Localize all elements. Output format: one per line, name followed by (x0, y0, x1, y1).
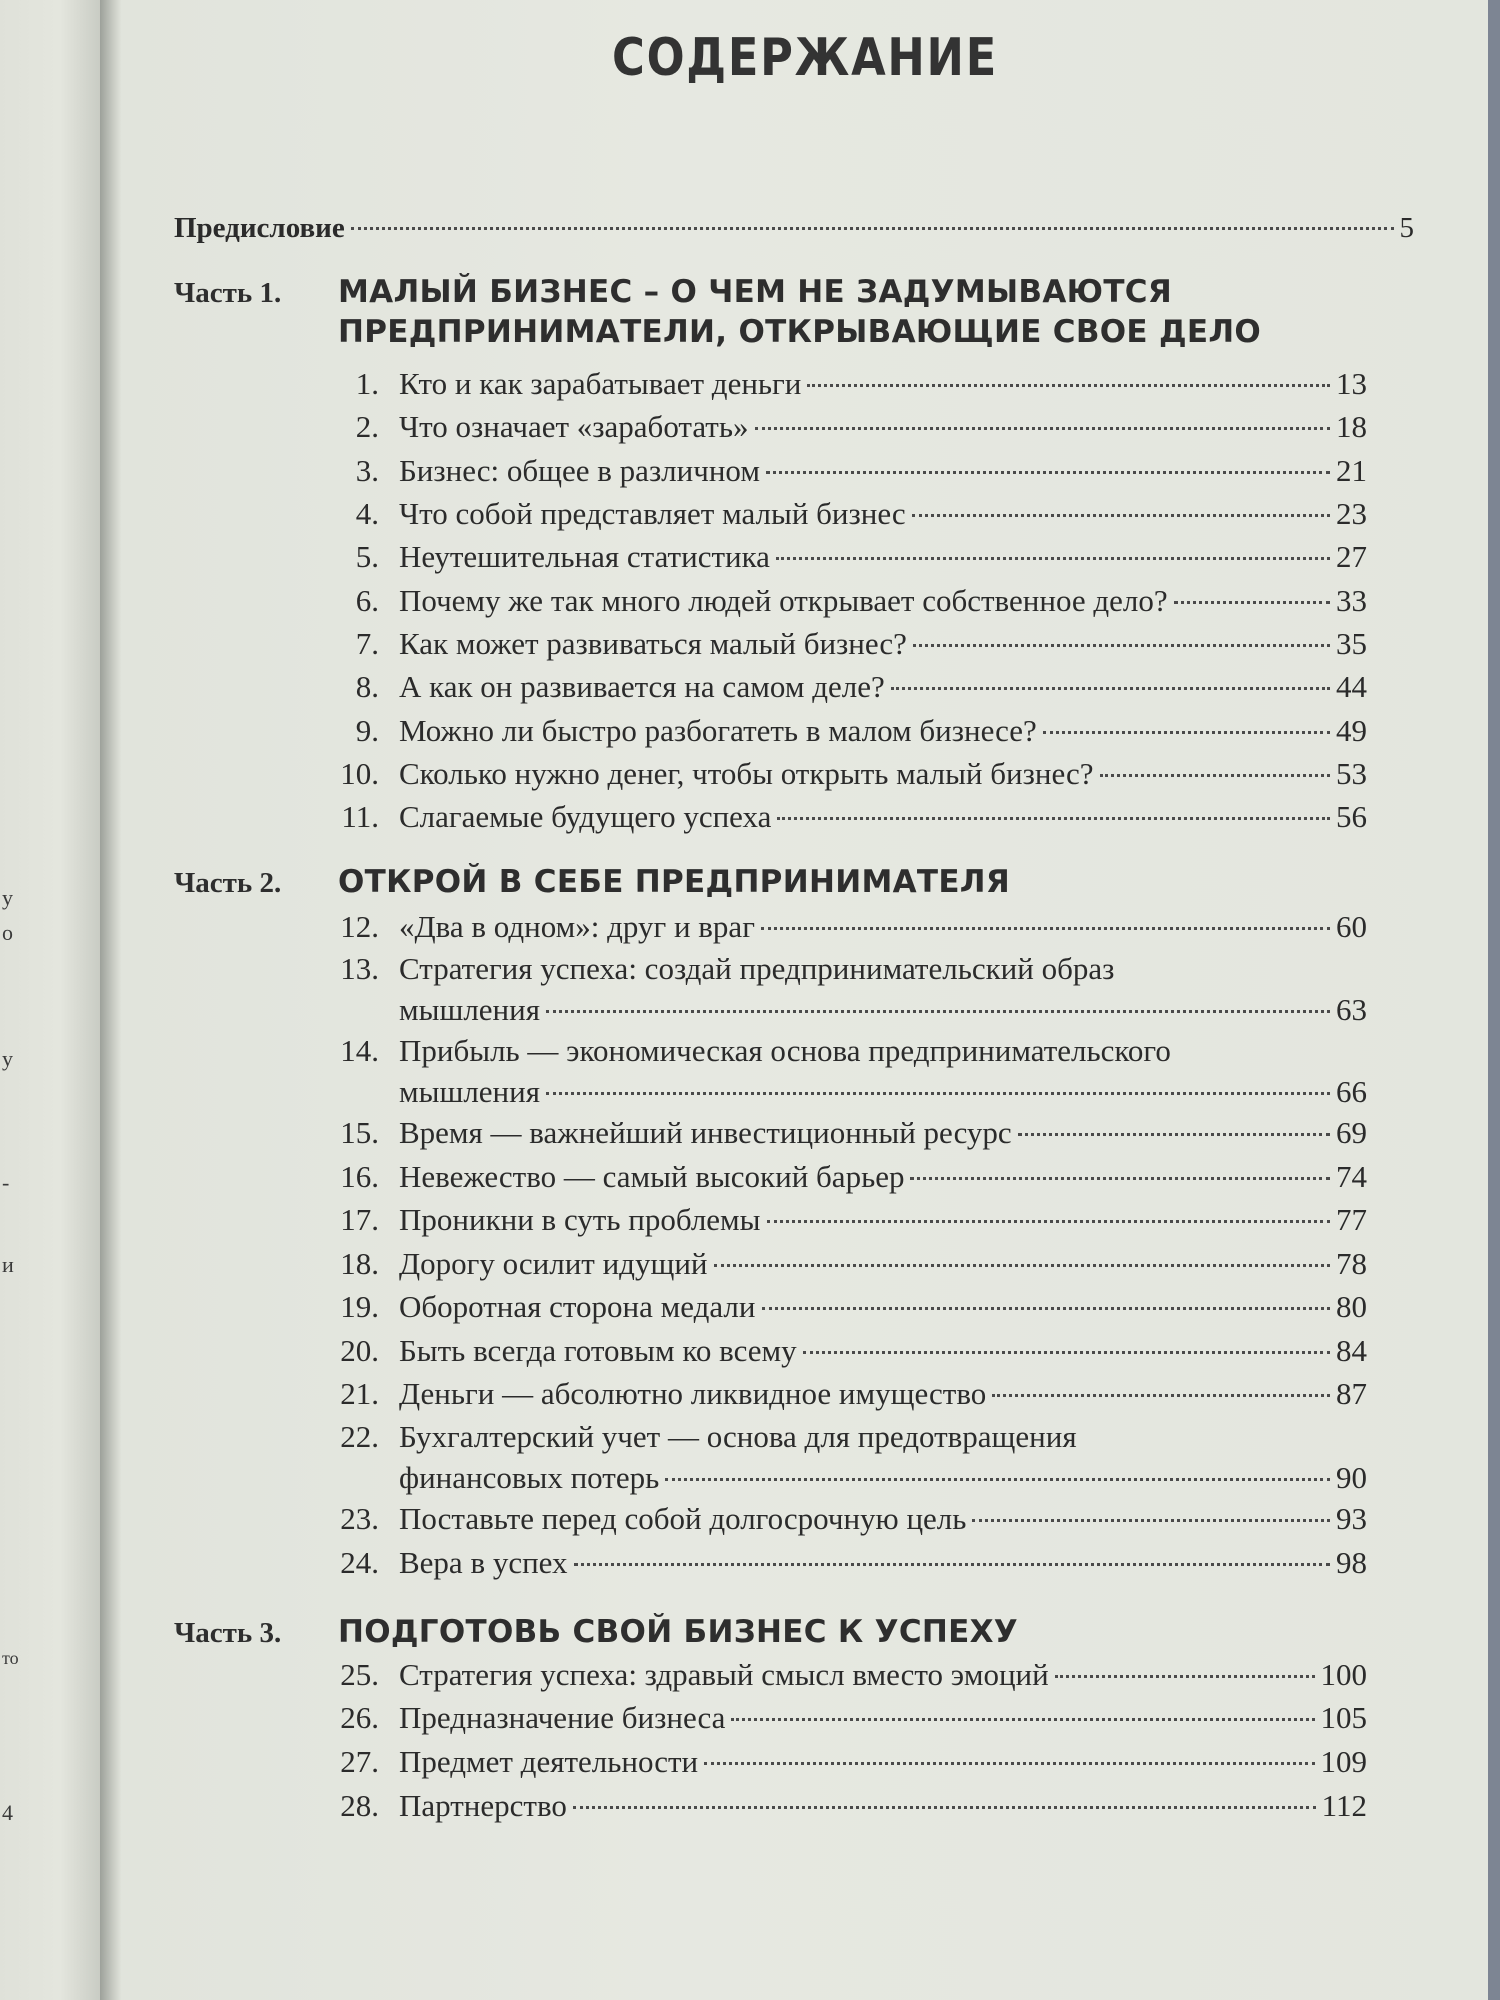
chapter-number: 11. (341, 799, 379, 834)
dot-leader (704, 1762, 1314, 1765)
toc-entry (327, 363, 1367, 404)
chapter-number: 16. (340, 1159, 379, 1194)
part-title-line: ОТКРОЙ В СЕБЕ ПРЕДПРИНИМАТЕЛЯ (338, 864, 1011, 900)
left-page-fragment: то (2, 1648, 19, 1668)
page-number: 78 (1336, 1246, 1367, 1281)
chapter-title: Можно ли быстро разбогатеть в малом бизнесе? (399, 713, 1037, 748)
dot-leader (913, 644, 1330, 647)
chapter-title: Бизнес: общее в различном (399, 453, 760, 488)
page-number: 69 (1336, 1115, 1367, 1150)
part-label: Часть 2. (174, 867, 282, 899)
page-number: 109 (1320, 1744, 1367, 1779)
chapter-title: Вера в успех (399, 1545, 568, 1580)
toc-entry (327, 450, 1367, 491)
part-title-line: ПРЕДПРИНИМАТЕЛИ, ОТКРЫВАЮЩИЕ СВОЕ ДЕЛО (338, 314, 1262, 350)
chapter-number: 2. (355, 409, 379, 444)
page-number: 77 (1336, 1202, 1367, 1237)
chapter-number: 10. (340, 756, 379, 791)
page-title: СОДЕРЖАНИЕ (612, 28, 998, 88)
chapter-title: Партнерство (399, 1788, 567, 1823)
left-page-fragment: - (2, 1170, 10, 1195)
chapter-title: Кто и как зарабатывает деньги (399, 366, 802, 401)
page-number: 13 (1336, 366, 1367, 401)
dot-leader (1018, 1133, 1330, 1136)
page-number: 63 (1336, 992, 1367, 1027)
chapter-number: 22. (340, 1419, 379, 1454)
chapter-title: Что собой представляет малый бизнес (399, 496, 906, 531)
page-number: 105 (1320, 1700, 1367, 1735)
chapter-number: 18. (340, 1246, 379, 1281)
dot-leader (1043, 731, 1330, 734)
chapter-number: 5. (355, 539, 379, 574)
toc-entry (327, 796, 1367, 837)
chapter-title: Поставьте перед собой долгосрочную цель (399, 1501, 967, 1536)
part-title (338, 862, 1010, 902)
book-gutter (100, 0, 122, 2000)
chapter-title: Слагаемые будущего успеха (399, 799, 772, 834)
toc-entry (327, 1243, 1367, 1284)
page-number: 56 (1336, 799, 1367, 834)
dot-leader (351, 227, 1394, 230)
page-number: 21 (1336, 453, 1367, 488)
dot-leader (912, 514, 1330, 517)
dot-leader (761, 927, 1330, 930)
dot-leader (1174, 601, 1330, 604)
toc-entry (327, 580, 1367, 621)
chapter-title: Стратегия успеха: здравый смысл вместо эмоций (399, 1657, 1049, 1692)
dot-leader (573, 1806, 1316, 1809)
dot-leader (891, 687, 1330, 690)
dot-leader (910, 1177, 1330, 1180)
dot-leader (1055, 1675, 1315, 1678)
dot-leader (731, 1718, 1314, 1721)
chapter-number: 8. (355, 669, 379, 704)
chapter-title: Время — важнейший инвестиционный ресурс (399, 1115, 1012, 1150)
toc-entry (327, 948, 1367, 1030)
dot-leader (777, 817, 1330, 820)
left-page-fragment: 4 (2, 1800, 13, 1825)
page-number: 35 (1336, 626, 1367, 661)
chapter-number: 12. (340, 909, 379, 944)
left-page-fragment: у (2, 1046, 13, 1071)
dot-leader (546, 1010, 1330, 1013)
chapter-number: 4. (355, 496, 379, 531)
toc-entry (327, 536, 1367, 577)
page-number: 100 (1320, 1657, 1367, 1692)
chapter-number: 23. (340, 1501, 379, 1536)
toc-entry (327, 1498, 1367, 1539)
chapter-title: Оборотная сторона медали (399, 1289, 756, 1324)
page-number: 49 (1336, 713, 1367, 748)
chapter-title: А как он развивается на самом деле? (399, 669, 885, 704)
part-heading (174, 272, 1414, 352)
left-page-fragment: и (2, 1252, 14, 1277)
part-title-line: ПОДГОТОВЬ СВОЙ БИЗНЕС К УСПЕХУ (338, 1614, 1018, 1650)
dot-leader (574, 1563, 1330, 1566)
left-page-fragment: у (2, 885, 13, 910)
dot-leader (972, 1519, 1330, 1522)
chapter-title: Неутешительная статистика (399, 539, 770, 574)
dot-leader (665, 1478, 1330, 1481)
toc-entry (327, 1330, 1367, 1371)
chapter-number: 26. (340, 1700, 379, 1735)
chapter-title: мышления (399, 1074, 540, 1109)
toc-entry (327, 666, 1367, 707)
chapter-title: Дорогу осилит идущий (399, 1246, 708, 1281)
left-page-fragment: о (2, 920, 13, 945)
dot-leader (714, 1264, 1330, 1267)
chapter-number: 21. (340, 1376, 379, 1411)
toc-entry (327, 1112, 1367, 1153)
chapter-title: Бухгалтерский учет — основа для предотвращения (399, 1419, 1077, 1454)
chapter-title: Проникни в суть проблемы (399, 1202, 761, 1237)
chapter-number: 3. (355, 453, 379, 488)
page-number: 23 (1336, 496, 1367, 531)
toc-entry (327, 623, 1367, 664)
page-number: 18 (1336, 409, 1367, 444)
page-number: 27 (1336, 539, 1367, 574)
chapter-number: 27. (340, 1744, 379, 1779)
page-number: 74 (1336, 1159, 1367, 1194)
preface-label: Предисловие (174, 212, 345, 244)
page-number: 66 (1336, 1074, 1367, 1109)
page-number: 84 (1336, 1333, 1367, 1368)
contents-page (122, 0, 1488, 2000)
toc-entry (327, 753, 1367, 794)
toc-entry (327, 1542, 1367, 1583)
page-number: 98 (1336, 1545, 1367, 1580)
part-label: Часть 3. (174, 1617, 282, 1649)
toc-entry (327, 1785, 1367, 1826)
chapter-number: 9. (355, 713, 379, 748)
toc-entry (327, 406, 1367, 447)
part-title-line: МАЛЫЙ БИЗНЕС – О ЧЕМ НЕ ЗАДУМЫВАЮТСЯ (338, 274, 1172, 310)
chapter-title: Почему же так много людей открывает собственное дело? (399, 583, 1168, 618)
toc-entry (327, 1199, 1367, 1240)
chapter-title: финансовых потерь (399, 1460, 660, 1495)
page-number: 60 (1336, 909, 1367, 944)
preface-page: 5 (1399, 212, 1414, 244)
toc-entry (327, 1156, 1367, 1197)
dot-leader (803, 1351, 1330, 1354)
chapter-title: Что означает «заработать» (399, 409, 749, 444)
dot-leader (755, 427, 1331, 430)
chapter-number: 19. (340, 1289, 379, 1324)
part-heading (174, 862, 1414, 902)
chapter-number: 7. (355, 626, 379, 661)
chapter-number: 6. (355, 583, 379, 618)
part-title (338, 272, 1261, 352)
left-page-edge (0, 0, 100, 2000)
chapter-title: Невежество — самый высокий барьер (399, 1159, 905, 1194)
page-number: 53 (1336, 756, 1367, 791)
dot-leader (766, 471, 1330, 474)
dot-leader (1100, 774, 1330, 777)
chapter-title: Предмет деятельности (399, 1744, 699, 1779)
dot-leader (767, 1220, 1331, 1223)
toc-entry (327, 710, 1367, 751)
chapter-number: 20. (340, 1333, 379, 1368)
dot-leader (807, 384, 1330, 387)
chapter-number: 17. (340, 1202, 379, 1237)
preface-entry (174, 212, 1414, 245)
chapter-title: Деньги — абсолютно ликвидное имущество (399, 1376, 987, 1411)
part-heading (174, 1612, 1414, 1652)
page-number: 80 (1336, 1289, 1367, 1324)
part-title (338, 1612, 1018, 1652)
toc-entry (327, 1030, 1367, 1112)
page-number: 33 (1336, 583, 1367, 618)
chapter-number: 1. (355, 366, 379, 401)
toc-entry (327, 493, 1367, 534)
dot-leader (762, 1307, 1331, 1310)
chapter-title: мышления (399, 992, 540, 1027)
chapter-title: Быть всегда готовым ко всему (399, 1333, 797, 1368)
page-number: 93 (1336, 1501, 1367, 1536)
chapter-number: 14. (340, 1033, 379, 1068)
dot-leader (776, 557, 1330, 560)
page-number: 44 (1336, 669, 1367, 704)
part-label: Часть 1. (174, 277, 282, 309)
chapter-title: Сколько нужно денег, чтобы открыть малый бизнес? (399, 756, 1094, 791)
chapter-title: «Два в одном»: друг и враг (399, 909, 755, 944)
chapter-number: 28. (340, 1788, 379, 1823)
toc-entry (327, 1741, 1367, 1782)
toc-entry (327, 906, 1367, 947)
toc-entry (327, 1416, 1367, 1498)
chapter-number: 13. (340, 951, 379, 986)
toc-entry (327, 1697, 1367, 1738)
chapter-number: 15. (340, 1115, 379, 1150)
chapter-number: 25. (340, 1657, 379, 1692)
chapter-title: Как может развиваться малый бизнес? (399, 626, 907, 661)
chapter-title: Прибыль — экономическая основа предпринимательского (399, 1033, 1171, 1068)
chapter-title: Предназначение бизнеса (399, 1700, 726, 1735)
page-number: 90 (1336, 1460, 1367, 1495)
dot-leader (546, 1092, 1330, 1095)
toc-entry (327, 1286, 1367, 1327)
toc-entry (327, 1373, 1367, 1414)
chapter-title: Стратегия успеха: создай предпринимательский образ (399, 951, 1115, 986)
dot-leader (992, 1394, 1330, 1397)
page-number: 112 (1321, 1788, 1367, 1823)
toc-entry (327, 1654, 1367, 1695)
chapter-number: 24. (340, 1545, 379, 1580)
page-number: 87 (1336, 1376, 1367, 1411)
